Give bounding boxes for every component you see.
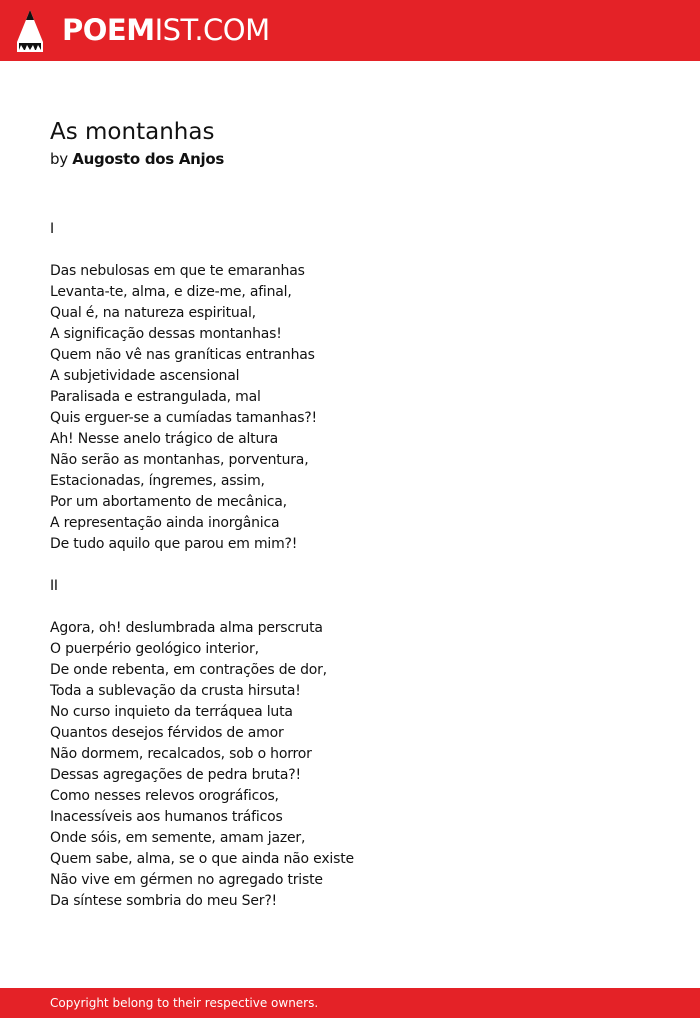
poem-line: De onde rebenta, em contrações de dor, bbox=[50, 662, 327, 678]
poem-line: Toda a sublevação da crusta hirsuta! bbox=[50, 683, 301, 699]
logo-text-light: IST.COM bbox=[154, 13, 270, 47]
poem-line: Dessas agregações de pedra bruta?! bbox=[50, 767, 301, 783]
site-footer bbox=[0, 988, 700, 1018]
copyright-text: Copyright belong to their respective owners. bbox=[50, 996, 319, 1010]
poem-line: Levanta-te, alma, e dize-me, afinal, bbox=[50, 284, 292, 300]
poem-line: A significação dessas montanhas! bbox=[50, 326, 282, 342]
pencil-icon[interactable] bbox=[17, 10, 43, 52]
poem-line: Não serão as montanhas, porventura, bbox=[50, 452, 309, 468]
poem-line: A subjetividade ascensional bbox=[50, 368, 240, 384]
poem-line: Agora, oh! deslumbrada alma perscruta bbox=[50, 620, 323, 636]
poem-content bbox=[50, 117, 650, 933]
poem-body bbox=[50, 219, 650, 912]
poem-title: As montanhas bbox=[50, 119, 215, 145]
poem-line: Quis erguer-se a cumíadas tamanhas?! bbox=[50, 410, 317, 426]
poem-line: Não vive em gérmen no agregado triste bbox=[50, 872, 323, 888]
poem-line: Não dormem, recalcados, sob o horror bbox=[50, 746, 312, 762]
poem-line: Da síntese sombria do meu Ser?! bbox=[50, 893, 277, 909]
poem-line: Onde sóis, em semente, amam jazer, bbox=[50, 830, 306, 846]
poem-line: A representação ainda inorgânica bbox=[50, 515, 280, 531]
poem-line: O puerpério geológico interior, bbox=[50, 641, 259, 657]
poem-stanza bbox=[50, 576, 650, 597]
poem-line: Estacionadas, íngremes, assim, bbox=[50, 473, 265, 489]
poem-line: Das nebulosas em que te emaranhas bbox=[50, 263, 305, 279]
logo-text-bold: POEM bbox=[62, 13, 155, 47]
poem-line: Inacessíveis aos humanos tráficos bbox=[50, 809, 283, 825]
poem-stanza bbox=[50, 219, 650, 240]
site-logo[interactable] bbox=[62, 12, 270, 48]
poem-line: I bbox=[50, 221, 54, 237]
poem-line: Como nesses relevos orográficos, bbox=[50, 788, 279, 804]
poem-stanza bbox=[50, 618, 650, 912]
poem-line: No curso inquieto da terráquea luta bbox=[50, 704, 293, 720]
poem-line: De tudo aquilo que parou em mim?! bbox=[50, 536, 298, 552]
poem-line: II bbox=[50, 578, 58, 594]
poem-line: Paralisada e estrangulada, mal bbox=[50, 389, 261, 405]
poem-line: Por um abortamento de mecânica, bbox=[50, 494, 287, 510]
poem-stanza bbox=[50, 261, 650, 555]
poem-line: Ah! Nesse anelo trágico de altura bbox=[50, 431, 279, 447]
poem-line: Quantos desejos férvidos de amor bbox=[50, 725, 284, 741]
poem-line: Quem sabe, alma, se o que ainda não existe bbox=[50, 851, 354, 867]
poem-line: Qual é, na natureza espiritual, bbox=[50, 305, 256, 321]
poem-author: Augosto dos Anjos bbox=[72, 150, 224, 168]
poem-line: Quem não vê nas graníticas entranhas bbox=[50, 347, 315, 363]
poem-byline bbox=[50, 148, 650, 170]
by-label: by bbox=[50, 150, 68, 168]
site-header bbox=[0, 0, 700, 61]
